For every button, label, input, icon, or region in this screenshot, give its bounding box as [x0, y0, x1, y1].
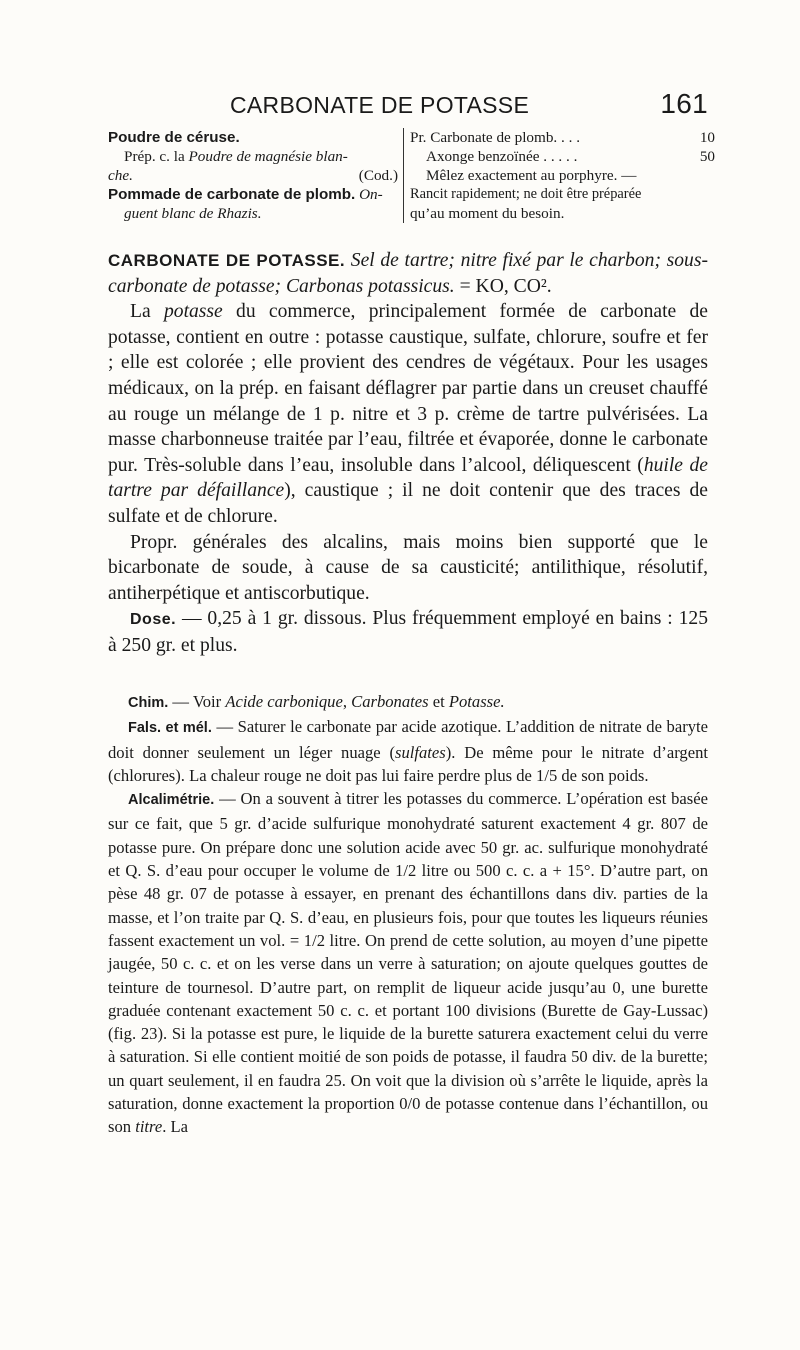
paragraph: La potasse du commerce, principalement formée de carbonate de potasse, contient en outre : potasse caustique, sulfate, chlorure, soufre et fer ; elle est colorée ; elle provient des cendres de végétaux. Pour les usages médicaux, on la prép. en faisant déflagrer par partie dans un creuset chauffé au rouge un mélange de 1 p. nitre et 3 p. crème de tartre pulvérisées. La masse charbonneuse traitée par l’eau, filtrée et évaporée, donne le carbonate pur. Très-soluble dans l’eau, insoluble dans l’alcool, déliquescent (huile de tartre par défaillance), caustique ; il ne doit contenir que des traces de sulfate et de chlorure. [108, 301, 708, 527]
right-column [403, 128, 715, 223]
article-heading: CARBONATE DE POTASSE. Sel de tartre; nitre fixé par le charbon; sous-carbonate de potasse; Carbonas potassicus. = KO, CO². [108, 250, 708, 297]
entry-text: guent blanc de Rhazis. [124, 205, 262, 222]
note-chim: Chim. — Voir Acide carbonique, Carbonates et Potasse. [128, 692, 505, 711]
entry-title-pommade: Pommade de carbonate de plomb. On- [108, 186, 383, 203]
left-column [108, 128, 398, 223]
notes-section [108, 690, 708, 1139]
note-alcalimetrie: Alcalimétrie. — On a souvent à titrer les potasses du commerce. L’opération est basée sur ce fait, que 5 gr. d’acide sulfurique monohydraté saturent exactement 4 gr. 807 de potasse pure. On prépare donc une solution acide avec 50 gr. ac. sulfurique monohydraté et Q. S. d’eau pour occuper le volume de 1/2 litre ou 500 c. c. a + 15°. D’autre part, on pèse 48 gr. 07 de potasse à essayer, en prenant des échantillons dans div. parties de la masse, et l’on traite par Q. S. d’eau, en plusieurs fois, pour que toutes les liqueurs réunies fassent exactement un vol. = 1/2 litre. On prend de cette solution, au moyen d’une pipette jaugée, 50 c. c. et on les verse dans un verre à saturation; on ajoute quelques gouttes de teinture de tournesol. D’autre part, on remplit de liqueur acide jusqu’au 0, une burette graduée contenant exactement 50 c. c. et portant 100 divisions (Burette de Gay-Lussac) (fig. 23). Si la potasse est pure, le liquide de la burette saturera exactement celui du verre à saturation. Si elle contient moitié de son poids de potasse, il faudra 50 div. de la burette; un quart seulement, il en faudra 25. On voit que la division où s’arrête le liquide, après la saturation, donne exactement la proportion 0/0 de potasse contenue dans l’échantillon, ou son titre. La [108, 789, 708, 1137]
recipe-line: Mêlez exactement au porphyre. — [426, 167, 637, 184]
recipe-line: Rancit rapidement; ne doit être préparée [410, 186, 642, 202]
note-fals: Fals. et mél. — Saturer le carbonate par acide azotique. L’addition de nitrate de baryte doit donner seulement un léger nuage (sulfates). De même pour le nitrate d’argent (chlorures). La chaleur rouge ne doit pas lui faire perdre plus de 1/5 de son poids. [108, 717, 708, 785]
paragraph: Dose. — 0,25 à 1 gr. dissous. Plus fréquemment employé en bains : 125 à 250 gr. et plus. [108, 608, 708, 656]
recipe-line: qu’au moment du besoin. [410, 205, 565, 222]
recipe-line: Axonge benzoïnée . . . . . 50 [426, 148, 715, 165]
main-article [108, 248, 708, 659]
paragraph: Propr. générales des alcalins, mais moins bien supporté que le bicarbonate de soude, à cause de sa causticité; antilithique, résolutif, antiherpétique et antiscorbutique. [108, 531, 708, 604]
entry-text: Prép. c. la Poudre de magnésie blan- [124, 148, 348, 165]
header-title: CARBONATE DE POTASSE [230, 92, 530, 118]
entry-title-poudre: Poudre de céruse. [108, 129, 240, 146]
page-number: 161 [660, 88, 708, 119]
entry-text: che. (Cod.) [108, 167, 398, 184]
recipe-line: Pr. Carbonate de plomb. . . . 10 [410, 129, 715, 146]
